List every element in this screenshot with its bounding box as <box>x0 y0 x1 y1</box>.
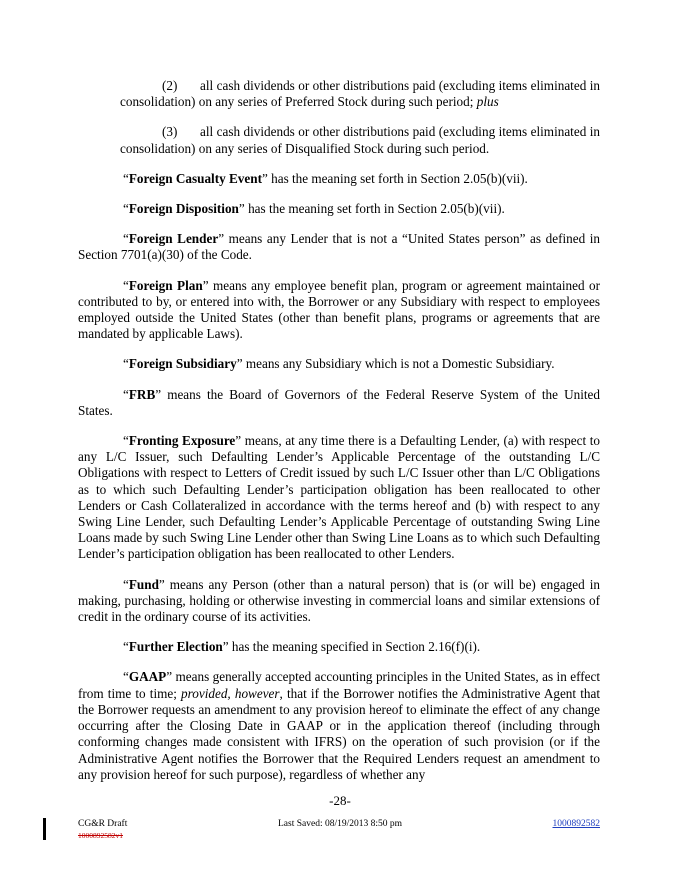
definition-text: means any employee benefit plan, program or agreement maintained or contributed to by, or entered into with, the Borrower or any Subsidiary with respect to employees employed outside the United States (other than benefit plans, programs or agreements that are mandated by applicable Laws). <box>78 277 600 342</box>
definition-text: means generally accepted accounting principles in the United States, as in effect from time to time; <box>78 669 600 701</box>
definition-paragraph: “Foreign Disposition” has the meaning set forth in Section 2.05(b)(vii). <box>123 201 505 217</box>
footer-docid-link[interactable]: 1000892582 <box>552 819 600 829</box>
clause-text: all cash dividends or other distributions paid (excluding items eliminated in consolidation) on any series of Preferred Stock during such period; <box>120 78 600 110</box>
footer-left <box>78 819 127 841</box>
defined-term: Further Election <box>128 639 223 655</box>
clause-italic: plus <box>476 94 499 110</box>
definition-paragraph: “Fronting Exposure” means, at any time there is a Defaulting Lender, (a) with respect to any L/C Issuer, such Defaulting Lender’s Applicable Percentage of the outstanding L/C Obligations with respect to Letters of Credit issued by such L/C Issuer other than L/C Obligations as to which such Defaulting Lender’s participation obligation has been reallocated to other Lenders or Cash Collateralized in accordance with the terms hereof and (b) with respect to any Swing Line Lender, such Defaulting Lender’s Applicable Percentage of outstanding Swing Line Loans made by such Swing Line Lender other than Swing Line Loans as to which such Defaulting Lender’s participation obligation has been reallocated to other Lenders. <box>78 433 600 562</box>
clause-text: all cash dividends or other distributions paid (excluding items eliminated in consolidation) on any series of Disqualified Stock during such period. <box>120 124 600 156</box>
definition-paragraph: “Foreign Casualty Event” has the meaning set forth in Section 2.05(b)(vii). <box>123 170 528 186</box>
definition-text: has the meaning set forth in Section 2.05(b)(vii). <box>267 170 528 186</box>
change-bar <box>43 818 46 840</box>
definition-text: means any Subsidiary which is not a Domestic Subsidiary. <box>242 356 555 372</box>
footer-draft-label: CG&R Draft <box>78 819 128 829</box>
definition-text: means any Lender that is not a “United States person” as defined in Section 7701(a)(30) of the Code. <box>78 231 601 263</box>
defined-term: Fronting Exposure <box>128 433 236 449</box>
defined-term: Foreign Casualty Event <box>128 170 262 186</box>
definition-paragraph: “Foreign Subsidiary” means any Subsidiary which is not a Domestic Subsidiary. <box>123 356 555 372</box>
definition-text: means the Board of Governors of the Federal Reserve System of the United States. <box>78 386 600 418</box>
defined-term: Foreign Subsidiary <box>128 356 237 372</box>
definition-paragraph: “FRB” means the Board of Governors of the Federal Reserve System of the United States. <box>78 386 600 418</box>
defined-term: Foreign Disposition <box>128 201 239 217</box>
clause-number: (3) <box>162 124 178 140</box>
clause-paragraph <box>120 78 600 110</box>
defined-term: Fund <box>128 576 159 592</box>
definition-paragraph: “Foreign Plan” means any employee benefit plan, program or agreement maintained or contributed to by, or entered into with, the Borrower or any Subsidiary with respect to employees employed outside the United States (other than benefit plans, programs or agreements that are mandated by applicable Laws). <box>78 277 600 342</box>
definition-paragraph: “Foreign Lender” means any Lender that is not a “United States person” as defined in Section 7701(a)(30) of the Code. <box>78 231 601 263</box>
definition-text: has the meaning set forth in Section 2.05(b)(vii). <box>244 201 505 217</box>
defined-term: GAAP <box>128 669 167 685</box>
definition-paragraph: “GAAP” means generally accepted accounting principles in the United States, as in effect from time to time; provided, however, that if the Borrower notifies the Administrative Agent that the Borrower requests an amendment to any provision hereof to eliminate the effect of any change occurring after the Closing Date in GAAP or in the application thereof (including through conforming changes made consistent with IFRS) on the operation of such provision (or if the Administrative Agent notifies the Borrower that the Required Lenders request an amendment to any provision hereof for such purpose), regardless of whether any <box>78 669 600 782</box>
definition-paragraph: “Further Election” has the meaning specified in Section 2.16(f)(i). <box>123 639 481 655</box>
definition-text-cont: , that if the Borrower notifies the Administrative Agent that the Borrower requests an amendment to any provision hereof to eliminate the effect of any change occurring after the Closing Date in GAAP or in the application thereof (including through conforming changes made consistent with IFRS) on the operation of such provision (or if the Administrative Agent notifies the Borrower that the Required Lenders request an amendment to any provision hereof for such purpose), regardless of whether any <box>78 685 600 782</box>
definition-paragraph: “Fund” means any Person (other than a natural person) that is (or will be) engaged in making, purchasing, holding or otherwise investing in commercial loans and similar extensions of credit in the ordinary course of its activities. <box>78 576 600 625</box>
definition-text: means, at any time there is a Defaulting Lender, (a) with respect to any L/C Issuer, such Defaulting Lender’s Applicable Percentage of the outstanding L/C Obligations with respect to Letters of Credit issued by such L/C Issuer other than L/C Obligations as to which such Defaulting Lender’s participation obligation has been reallocated to other Lenders or Cash Collateralized in accordance with the terms hereof and (b) with respect to any Swing Line Lender, such Defaulting Lender’s Applicable Percentage of outstanding Swing Line Loans made by such Swing Line Lender other than Swing Line Loans as to which such Defaulting Lender’s participation obligation has been reallocated to other Lenders. <box>78 433 600 562</box>
defined-term: FRB <box>128 386 156 402</box>
footer-deleted-docid: 1000892582v1 <box>78 831 123 840</box>
definition-text: has the meaning specified in Section 2.16(f)(i). <box>228 639 481 655</box>
page-number: -28- <box>329 793 351 808</box>
footer-last-saved: Last Saved: 08/19/2013 8:50 pm <box>278 819 403 829</box>
document-body <box>78 78 600 797</box>
clause-paragraph <box>120 124 600 156</box>
clause-number: (2) <box>162 78 178 93</box>
defined-term: Foreign Plan <box>128 277 203 293</box>
definition-italic: provided, however <box>181 685 280 701</box>
defined-term: Foreign Lender <box>128 231 219 247</box>
definition-text: means any Person (other than a natural person) that is (or will be) engaged in making, purchasing, holding or otherwise investing in commercial loans and similar extensions of credit in the ordinary course of its activities. <box>78 576 600 625</box>
